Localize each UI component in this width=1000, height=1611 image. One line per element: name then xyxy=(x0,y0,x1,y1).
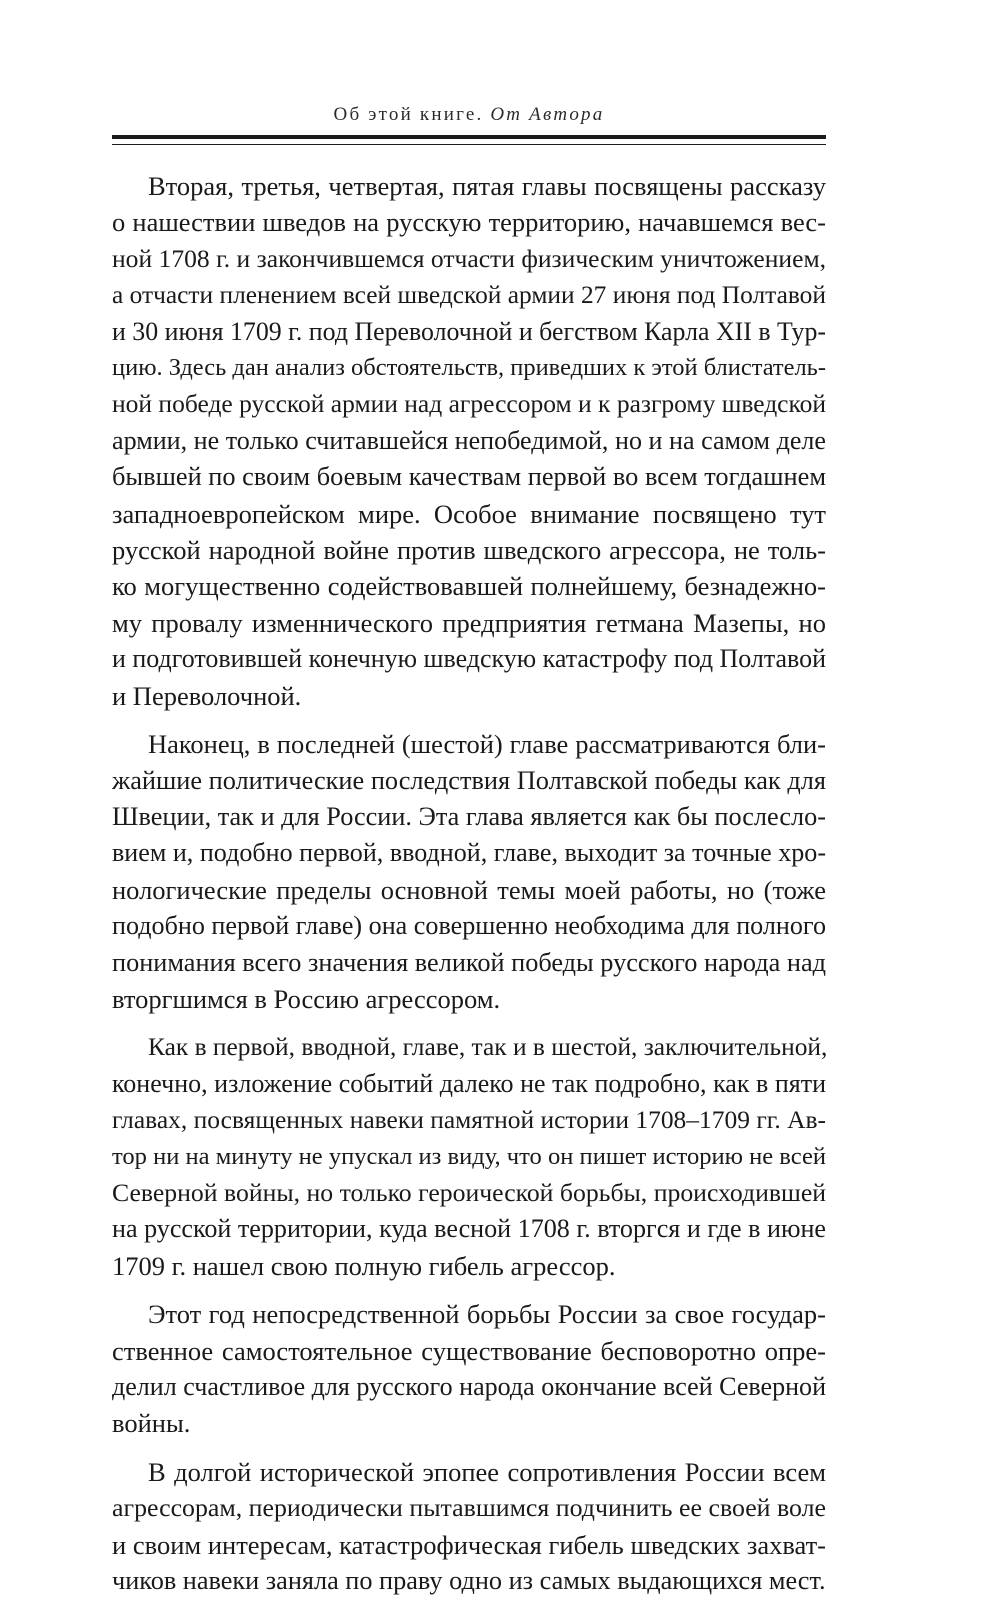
text-line: войны. xyxy=(112,1408,191,1439)
text-line: а отчасти пленением всей шведской армии 27 июня под Полтавой xyxy=(112,281,826,310)
header-rule-thin xyxy=(112,144,826,145)
text-line: и подготовившей конечную шведскую катастрофу под Полтавой xyxy=(112,644,826,674)
text-line: и своим интересам, катастрофическая гибель шведских захват- xyxy=(112,1529,826,1560)
text-line: му провалу изменнического предприятия гетмана Мазепы, но xyxy=(112,607,826,638)
text-line: Северной войны, но только героической борьбы, происходившей xyxy=(112,1177,826,1207)
text-line: Швеции, так и для России. Эта глава является как бы послесло- xyxy=(112,801,826,831)
text-line: и 30 июня 1709 г. под Переволочной и бегством Карла XII в Тур- xyxy=(112,316,826,346)
text-line: на русской территории, куда весной 1708 г. вторгся и где в июне xyxy=(112,1214,826,1244)
text-line: подобно первой главе) она совершенно необходима для полного xyxy=(112,911,826,941)
text-line: чиков навеки заняла по праву одно из самых выдающихся мест. xyxy=(112,1566,826,1596)
running-header-subsection: От Автора xyxy=(490,104,605,125)
text-line: жайшие политические последствия Полтавской победы как для xyxy=(112,765,826,795)
text-line: русской народной войне против шведского агрессора, не толь- xyxy=(112,535,826,566)
text-line: главах, посвященных навеки памятной истории 1708–1709 гг. Ав- xyxy=(112,1105,826,1135)
text-line: агрессорам, периодически пытавшимся подчинить ее своей воле xyxy=(112,1493,826,1523)
text-line: цию. Здесь дан анализ обстоятельств, приведших к этой блистатель- xyxy=(112,354,826,382)
text-line: ной победе русской армии над агрессором и к разгрому шведской xyxy=(112,389,826,419)
paragraph xyxy=(112,726,826,1017)
text-line: тор ни на минуту не упускал из виду, что он пишет историю не всей xyxy=(112,1142,826,1170)
text-line: Как в первой, вводной, главе, так и в шестой, заключительной, xyxy=(148,1033,828,1062)
text-line: ной 1708 г. и закончившемся отчасти физическим уничтожением, xyxy=(112,243,826,273)
text-line: ко могущественно содействовавшей полнейшему, безнадежно- xyxy=(112,571,826,602)
text-line: 1709 г. нашел свою полную гибель агрессор. xyxy=(112,1250,616,1281)
text-line: о нашествии шведов на русскую территорию, начавшемся вес- xyxy=(112,207,826,238)
paragraph xyxy=(112,168,826,714)
text-line: Наконец, в последней (шестой) главе рассматриваются бли- xyxy=(148,729,826,760)
header-rule-thick xyxy=(112,135,826,139)
running-header xyxy=(112,104,826,126)
paragraph xyxy=(112,1296,826,1442)
text-line: конечно, изложение событий далеко не так подробно, как в пяти xyxy=(112,1068,826,1098)
text-line: ственное самостоятельное существование бесповоротно опре- xyxy=(112,1335,826,1366)
text-line: понимания всего значения великой победы русского народа над xyxy=(112,947,826,977)
paragraph xyxy=(112,1029,826,1284)
running-header-section: Об этой книге. xyxy=(333,104,484,125)
text-line: нологические пределы основной темы моей работы, но (тоже xyxy=(112,874,826,905)
text-line: западноевропейском мире. Особое внимание посвящено тут xyxy=(112,498,826,529)
text-line: Вторая, третья, четвертая, пятая главы посвящены рассказу xyxy=(148,171,826,201)
text-line: вием и, подобно первой, вводной, главе, выходит за точные хро- xyxy=(112,838,826,868)
text-line: и Переволочной. xyxy=(112,680,302,711)
text-line: В долгой исторической эпопее сопротивления России всем xyxy=(148,1456,826,1487)
text-line: армии, не только считавшейся непобедимой, но и на самом деле xyxy=(112,425,826,455)
text-line: делил счастливое для русского народа окончание всей Северной xyxy=(112,1372,826,1401)
paragraph xyxy=(112,1454,826,1600)
text-line: бывшей по своим боевым качествам первой во всем тогдашнем xyxy=(112,462,826,492)
text-line: вторгшимся в Россию агрессором. xyxy=(112,983,501,1014)
body-text xyxy=(112,168,826,1611)
text-line: Этот год непосредственной борьбы России за свое государ- xyxy=(148,1299,826,1330)
